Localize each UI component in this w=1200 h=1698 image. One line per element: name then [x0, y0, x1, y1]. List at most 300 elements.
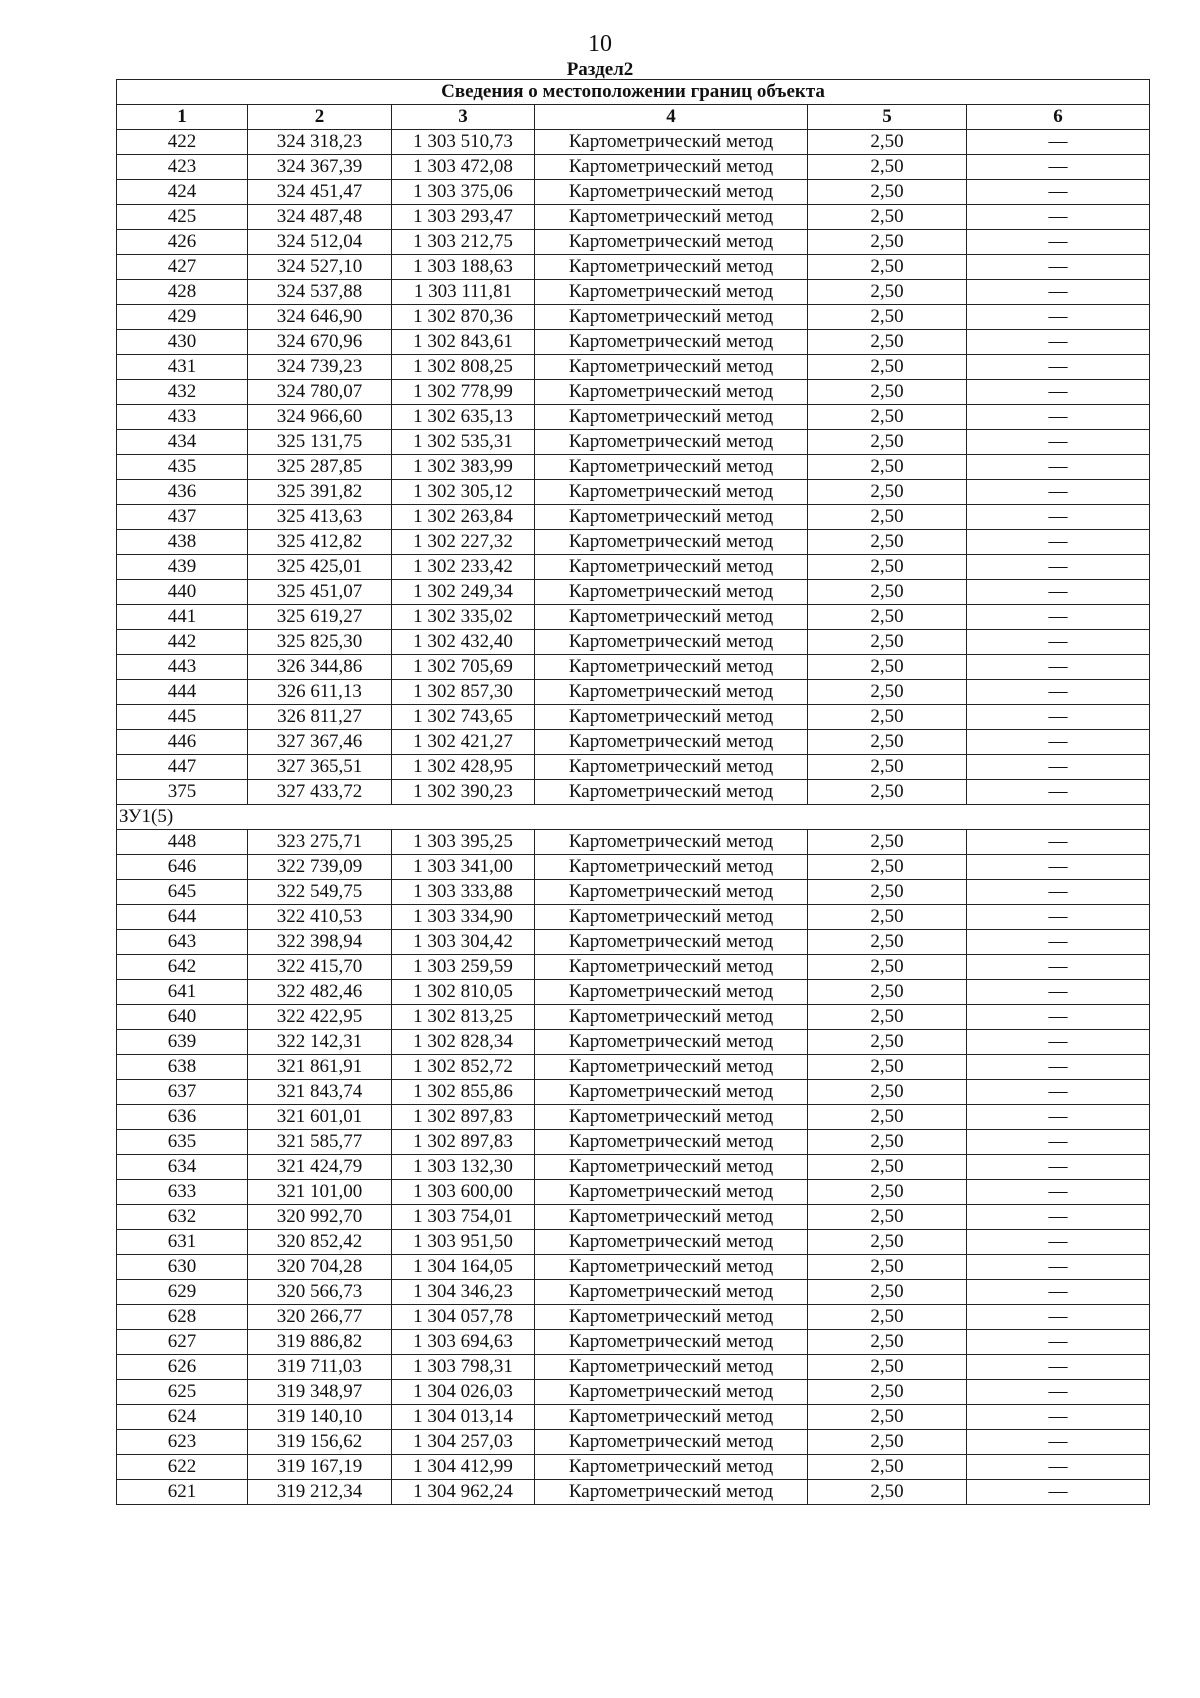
extra-cell: — [967, 330, 1150, 355]
point-number-cell: 433 [117, 405, 248, 430]
table-row [117, 205, 1150, 230]
extra-cell: — [967, 730, 1150, 755]
table-row [117, 605, 1150, 630]
accuracy-cell: 2,50 [808, 130, 967, 155]
method-cell: Картометрический метод [535, 605, 808, 630]
extra-cell: — [967, 1230, 1150, 1255]
extra-cell: — [967, 505, 1150, 530]
point-number-cell: 625 [117, 1380, 248, 1405]
y-coordinate-cell: 1 303 132,30 [392, 1155, 535, 1180]
x-coordinate-cell: 319 156,62 [248, 1430, 392, 1455]
method-cell: Картометрический метод [535, 555, 808, 580]
point-number-cell: 448 [117, 830, 248, 855]
y-coordinate-cell: 1 304 057,78 [392, 1305, 535, 1330]
extra-cell: — [967, 380, 1150, 405]
method-cell: Картометрический метод [535, 1480, 808, 1505]
column-header: 1 [117, 105, 248, 130]
method-cell: Картометрический метод [535, 1255, 808, 1280]
table-row [117, 780, 1150, 805]
column-header: 5 [808, 105, 967, 130]
table-row [117, 1280, 1150, 1305]
accuracy-cell: 2,50 [808, 1255, 967, 1280]
accuracy-cell: 2,50 [808, 705, 967, 730]
point-number-cell: 432 [117, 380, 248, 405]
y-coordinate-cell: 1 304 026,03 [392, 1380, 535, 1405]
extra-cell: — [967, 430, 1150, 455]
x-coordinate-cell: 324 537,88 [248, 280, 392, 305]
method-cell: Картометрический метод [535, 855, 808, 880]
table-row [117, 130, 1150, 155]
accuracy-cell: 2,50 [808, 1105, 967, 1130]
point-number-cell: 629 [117, 1280, 248, 1305]
x-coordinate-cell: 324 318,23 [248, 130, 392, 155]
extra-cell: — [967, 355, 1150, 380]
table-row [117, 630, 1150, 655]
extra-cell: — [967, 655, 1150, 680]
method-cell: Картометрический метод [535, 705, 808, 730]
table-row [117, 305, 1150, 330]
method-cell: Картометрический метод [535, 305, 808, 330]
y-coordinate-cell: 1 302 813,25 [392, 1005, 535, 1030]
accuracy-cell: 2,50 [808, 155, 967, 180]
extra-cell: — [967, 155, 1150, 180]
table-row [117, 880, 1150, 905]
y-coordinate-cell: 1 302 843,61 [392, 330, 535, 355]
x-coordinate-cell: 324 527,10 [248, 255, 392, 280]
table-row [117, 180, 1150, 205]
accuracy-cell: 2,50 [808, 655, 967, 680]
y-coordinate-cell: 1 302 421,27 [392, 730, 535, 755]
table-row [117, 980, 1150, 1005]
table-row [117, 1480, 1150, 1505]
accuracy-cell: 2,50 [808, 1080, 967, 1105]
point-number-cell: 643 [117, 930, 248, 955]
table-row [117, 530, 1150, 555]
accuracy-cell: 2,50 [808, 1055, 967, 1080]
x-coordinate-cell: 327 433,72 [248, 780, 392, 805]
table-row [117, 730, 1150, 755]
table-row [117, 580, 1150, 605]
method-cell: Картометрический метод [535, 830, 808, 855]
x-coordinate-cell: 320 992,70 [248, 1205, 392, 1230]
x-coordinate-cell: 319 140,10 [248, 1405, 392, 1430]
method-cell: Картометрический метод [535, 1305, 808, 1330]
extra-cell: — [967, 1205, 1150, 1230]
point-number-cell: 623 [117, 1430, 248, 1455]
x-coordinate-cell: 325 619,27 [248, 605, 392, 630]
x-coordinate-cell: 321 843,74 [248, 1080, 392, 1105]
accuracy-cell: 2,50 [808, 1330, 967, 1355]
x-coordinate-cell: 319 711,03 [248, 1355, 392, 1380]
extra-cell: — [967, 1180, 1150, 1205]
x-coordinate-cell: 322 422,95 [248, 1005, 392, 1030]
table-row [117, 1355, 1150, 1380]
point-number-cell: 638 [117, 1055, 248, 1080]
x-coordinate-cell: 322 482,46 [248, 980, 392, 1005]
point-number-cell: 630 [117, 1255, 248, 1280]
point-number-cell: 642 [117, 955, 248, 980]
y-coordinate-cell: 1 302 635,13 [392, 405, 535, 430]
x-coordinate-cell: 319 348,97 [248, 1380, 392, 1405]
point-number-cell: 422 [117, 130, 248, 155]
y-coordinate-cell: 1 302 897,83 [392, 1130, 535, 1155]
table-row [117, 505, 1150, 530]
accuracy-cell: 2,50 [808, 455, 967, 480]
x-coordinate-cell: 321 861,91 [248, 1055, 392, 1080]
extra-cell: — [967, 680, 1150, 705]
extra-cell: — [967, 880, 1150, 905]
point-number-cell: 441 [117, 605, 248, 630]
accuracy-cell: 2,50 [808, 205, 967, 230]
accuracy-cell: 2,50 [808, 1230, 967, 1255]
x-coordinate-cell: 324 739,23 [248, 355, 392, 380]
point-number-cell: 442 [117, 630, 248, 655]
method-cell: Картометрический метод [535, 780, 808, 805]
point-number-cell: 427 [117, 255, 248, 280]
x-coordinate-cell: 325 825,30 [248, 630, 392, 655]
accuracy-cell: 2,50 [808, 630, 967, 655]
extra-cell: — [967, 1480, 1150, 1505]
method-cell: Картометрический метод [535, 930, 808, 955]
extra-cell: — [967, 280, 1150, 305]
y-coordinate-cell: 1 302 335,02 [392, 605, 535, 630]
extra-cell: — [967, 755, 1150, 780]
accuracy-cell: 2,50 [808, 1480, 967, 1505]
method-cell: Картометрический метод [535, 380, 808, 405]
method-cell: Картометрический метод [535, 530, 808, 555]
accuracy-cell: 2,50 [808, 680, 967, 705]
method-cell: Картометрический метод [535, 1180, 808, 1205]
point-number-cell: 621 [117, 1480, 248, 1505]
extra-cell: — [967, 1430, 1150, 1455]
table-row [117, 655, 1150, 680]
extra-cell: — [967, 830, 1150, 855]
y-coordinate-cell: 1 303 341,00 [392, 855, 535, 880]
method-cell: Картометрический метод [535, 1230, 808, 1255]
y-coordinate-cell: 1 302 808,25 [392, 355, 535, 380]
x-coordinate-cell: 321 424,79 [248, 1155, 392, 1180]
point-number-cell: 439 [117, 555, 248, 580]
accuracy-cell: 2,50 [808, 955, 967, 980]
x-coordinate-cell: 323 275,71 [248, 830, 392, 855]
extra-cell: — [967, 1380, 1150, 1405]
point-number-cell: 436 [117, 480, 248, 505]
x-coordinate-cell: 322 739,09 [248, 855, 392, 880]
method-cell: Картометрический метод [535, 330, 808, 355]
point-number-cell: 431 [117, 355, 248, 380]
point-number-cell: 639 [117, 1030, 248, 1055]
y-coordinate-cell: 1 303 111,81 [392, 280, 535, 305]
extra-cell: — [967, 780, 1150, 805]
method-cell: Картометрический метод [535, 1455, 808, 1480]
point-number-cell: 437 [117, 505, 248, 530]
x-coordinate-cell: 327 367,46 [248, 730, 392, 755]
table-row [117, 405, 1150, 430]
y-coordinate-cell: 1 303 395,25 [392, 830, 535, 855]
extra-cell: — [967, 1080, 1150, 1105]
y-coordinate-cell: 1 303 259,59 [392, 955, 535, 980]
y-coordinate-cell: 1 302 778,99 [392, 380, 535, 405]
y-coordinate-cell: 1 302 432,40 [392, 630, 535, 655]
x-coordinate-cell: 325 287,85 [248, 455, 392, 480]
accuracy-cell: 2,50 [808, 605, 967, 630]
x-coordinate-cell: 327 365,51 [248, 755, 392, 780]
table-row [117, 555, 1150, 580]
point-number-cell: 434 [117, 430, 248, 455]
table-row [117, 755, 1150, 780]
table-row [117, 1155, 1150, 1180]
table-row [117, 705, 1150, 730]
accuracy-cell: 2,50 [808, 930, 967, 955]
y-coordinate-cell: 1 303 472,08 [392, 155, 535, 180]
extra-cell: — [967, 205, 1150, 230]
accuracy-cell: 2,50 [808, 730, 967, 755]
y-coordinate-cell: 1 302 743,65 [392, 705, 535, 730]
y-coordinate-cell: 1 302 810,05 [392, 980, 535, 1005]
x-coordinate-cell: 324 367,39 [248, 155, 392, 180]
accuracy-cell: 2,50 [808, 505, 967, 530]
method-cell: Картометрический метод [535, 880, 808, 905]
accuracy-cell: 2,50 [808, 280, 967, 305]
y-coordinate-cell: 1 303 333,88 [392, 880, 535, 905]
point-number-cell: 375 [117, 780, 248, 805]
method-cell: Картометрический метод [535, 1205, 808, 1230]
x-coordinate-cell: 325 391,82 [248, 480, 392, 505]
point-number-cell: 426 [117, 230, 248, 255]
accuracy-cell: 2,50 [808, 1180, 967, 1205]
accuracy-cell: 2,50 [808, 530, 967, 555]
x-coordinate-cell: 320 566,73 [248, 1280, 392, 1305]
extra-cell: — [967, 230, 1150, 255]
method-cell: Картометрический метод [535, 180, 808, 205]
y-coordinate-cell: 1 302 855,86 [392, 1080, 535, 1105]
method-cell: Картометрический метод [535, 1080, 808, 1105]
accuracy-cell: 2,50 [808, 855, 967, 880]
point-number-cell: 424 [117, 180, 248, 205]
extra-cell: — [967, 1330, 1150, 1355]
table-row [117, 1030, 1150, 1055]
page-number: 10 [588, 31, 612, 57]
x-coordinate-cell: 321 601,01 [248, 1105, 392, 1130]
extra-cell: — [967, 855, 1150, 880]
section-title: Раздел2 [566, 59, 634, 80]
point-number-cell: 447 [117, 755, 248, 780]
table-row [117, 1005, 1150, 1030]
accuracy-cell: 2,50 [808, 1430, 967, 1455]
y-coordinate-cell: 1 303 188,63 [392, 255, 535, 280]
table-row [117, 480, 1150, 505]
extra-cell: — [967, 630, 1150, 655]
point-number-cell: 443 [117, 655, 248, 680]
method-cell: Картометрический метод [535, 1280, 808, 1305]
accuracy-cell: 2,50 [808, 780, 967, 805]
accuracy-cell: 2,50 [808, 1305, 967, 1330]
extra-cell: — [967, 455, 1150, 480]
x-coordinate-cell: 322 415,70 [248, 955, 392, 980]
extra-cell: — [967, 1055, 1150, 1080]
x-coordinate-cell: 319 212,34 [248, 1480, 392, 1505]
method-cell: Картометрический метод [535, 730, 808, 755]
accuracy-cell: 2,50 [808, 905, 967, 930]
method-cell: Картометрический метод [535, 905, 808, 930]
table-row [117, 1455, 1150, 1480]
table-row [117, 1405, 1150, 1430]
extra-cell: — [967, 530, 1150, 555]
y-coordinate-cell: 1 304 412,99 [392, 1455, 535, 1480]
extra-cell: — [967, 130, 1150, 155]
column-header: 3 [392, 105, 535, 130]
extra-cell: — [967, 1005, 1150, 1030]
point-number-cell: 633 [117, 1180, 248, 1205]
table-row [117, 1055, 1150, 1080]
accuracy-cell: 2,50 [808, 1005, 967, 1030]
y-coordinate-cell: 1 302 227,32 [392, 530, 535, 555]
y-coordinate-cell: 1 303 694,63 [392, 1330, 535, 1355]
x-coordinate-cell: 320 852,42 [248, 1230, 392, 1255]
point-number-cell: 444 [117, 680, 248, 705]
method-cell: Картометрический метод [535, 1405, 808, 1430]
point-number-cell: 645 [117, 880, 248, 905]
table-title: Сведения о местоположении границ объекта [117, 80, 1150, 105]
table-row [117, 1080, 1150, 1105]
x-coordinate-cell: 322 398,94 [248, 930, 392, 955]
table-row [117, 1330, 1150, 1355]
extra-cell: — [967, 580, 1150, 605]
extra-cell: — [967, 1280, 1150, 1305]
method-cell: Картометрический метод [535, 455, 808, 480]
point-number-cell: 641 [117, 980, 248, 1005]
accuracy-cell: 2,50 [808, 380, 967, 405]
y-coordinate-cell: 1 304 257,03 [392, 1430, 535, 1455]
extra-cell: — [967, 1105, 1150, 1130]
point-number-cell: 445 [117, 705, 248, 730]
x-coordinate-cell: 326 344,86 [248, 655, 392, 680]
extra-cell: — [967, 1455, 1150, 1480]
x-coordinate-cell: 324 670,96 [248, 330, 392, 355]
method-cell: Картометрический метод [535, 630, 808, 655]
x-coordinate-cell: 319 886,82 [248, 1330, 392, 1355]
point-number-cell: 429 [117, 305, 248, 330]
x-coordinate-cell: 324 966,60 [248, 405, 392, 430]
y-coordinate-cell: 1 304 164,05 [392, 1255, 535, 1280]
extra-cell: — [967, 605, 1150, 630]
point-number-cell: 640 [117, 1005, 248, 1030]
x-coordinate-cell: 324 487,48 [248, 205, 392, 230]
table-row [117, 930, 1150, 955]
accuracy-cell: 2,50 [808, 1280, 967, 1305]
table-row [117, 1205, 1150, 1230]
method-cell: Картометрический метод [535, 580, 808, 605]
accuracy-cell: 2,50 [808, 1405, 967, 1430]
accuracy-cell: 2,50 [808, 755, 967, 780]
y-coordinate-cell: 1 304 013,14 [392, 1405, 535, 1430]
y-coordinate-cell: 1 303 212,75 [392, 230, 535, 255]
point-number-cell: 428 [117, 280, 248, 305]
y-coordinate-cell: 1 302 897,83 [392, 1105, 535, 1130]
accuracy-cell: 2,50 [808, 430, 967, 455]
table-row [117, 280, 1150, 305]
accuracy-cell: 2,50 [808, 480, 967, 505]
point-number-cell: 430 [117, 330, 248, 355]
x-coordinate-cell: 325 425,01 [248, 555, 392, 580]
table-row [117, 255, 1150, 280]
table-row [117, 230, 1150, 255]
table-row [117, 1255, 1150, 1280]
accuracy-cell: 2,50 [808, 355, 967, 380]
y-coordinate-cell: 1 302 249,34 [392, 580, 535, 605]
extra-cell: — [967, 305, 1150, 330]
point-number-cell: 435 [117, 455, 248, 480]
accuracy-cell: 2,50 [808, 405, 967, 430]
table-row [117, 380, 1150, 405]
accuracy-cell: 2,50 [808, 305, 967, 330]
y-coordinate-cell: 1 304 962,24 [392, 1480, 535, 1505]
table-row [117, 1180, 1150, 1205]
accuracy-cell: 2,50 [808, 880, 967, 905]
method-cell: Картометрический метод [535, 230, 808, 255]
method-cell: Картометрический метод [535, 505, 808, 530]
y-coordinate-cell: 1 303 334,90 [392, 905, 535, 930]
y-coordinate-cell: 1 302 857,30 [392, 680, 535, 705]
point-number-cell: 440 [117, 580, 248, 605]
x-coordinate-cell: 324 780,07 [248, 380, 392, 405]
accuracy-cell: 2,50 [808, 255, 967, 280]
x-coordinate-cell: 326 811,27 [248, 705, 392, 730]
table-row [117, 330, 1150, 355]
table-row [117, 155, 1150, 180]
accuracy-cell: 2,50 [808, 180, 967, 205]
table-row [117, 1380, 1150, 1405]
column-header: 2 [248, 105, 392, 130]
method-cell: Картометрический метод [535, 680, 808, 705]
point-number-cell: 637 [117, 1080, 248, 1105]
method-cell: Картометрический метод [535, 1005, 808, 1030]
x-coordinate-cell: 320 704,28 [248, 1255, 392, 1280]
accuracy-cell: 2,50 [808, 1455, 967, 1480]
accuracy-cell: 2,50 [808, 1130, 967, 1155]
extra-cell: — [967, 1405, 1150, 1430]
y-coordinate-cell: 1 302 852,72 [392, 1055, 535, 1080]
x-coordinate-cell: 325 131,75 [248, 430, 392, 455]
y-coordinate-cell: 1 303 600,00 [392, 1180, 535, 1205]
method-cell: Картометрический метод [535, 755, 808, 780]
method-cell: Картометрический метод [535, 1355, 808, 1380]
extra-cell: — [967, 905, 1150, 930]
table-title-row [117, 80, 1150, 105]
x-coordinate-cell: 321 585,77 [248, 1130, 392, 1155]
point-number-cell: 636 [117, 1105, 248, 1130]
accuracy-cell: 2,50 [808, 1355, 967, 1380]
method-cell: Картометрический метод [535, 980, 808, 1005]
method-cell: Картометрический метод [535, 1030, 808, 1055]
table-row [117, 905, 1150, 930]
point-number-cell: 624 [117, 1405, 248, 1430]
y-coordinate-cell: 1 302 828,34 [392, 1030, 535, 1055]
table-row [117, 455, 1150, 480]
extra-cell: — [967, 980, 1150, 1005]
extra-cell: — [967, 1030, 1150, 1055]
y-coordinate-cell: 1 303 375,06 [392, 180, 535, 205]
point-number-cell: 631 [117, 1230, 248, 1255]
x-coordinate-cell: 325 412,82 [248, 530, 392, 555]
extra-cell: — [967, 555, 1150, 580]
method-cell: Картометрический метод [535, 655, 808, 680]
extra-cell: — [967, 1130, 1150, 1155]
y-coordinate-cell: 1 303 754,01 [392, 1205, 535, 1230]
point-number-cell: 446 [117, 730, 248, 755]
extra-cell: — [967, 405, 1150, 430]
x-coordinate-cell: 324 646,90 [248, 305, 392, 330]
